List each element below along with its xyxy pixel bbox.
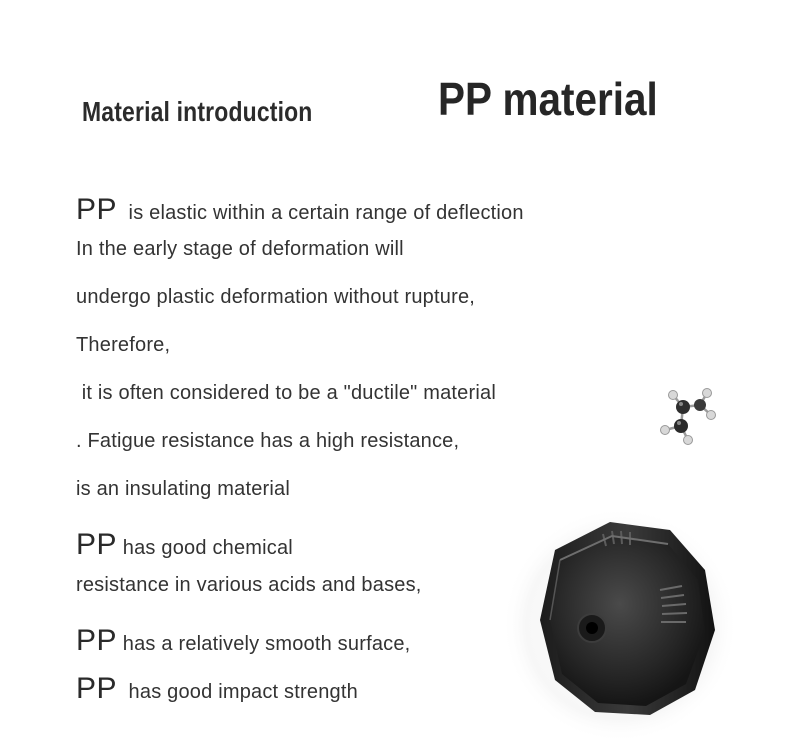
text-line-8-content: has good chemical [117,537,293,559]
text-line-1-content: is elastic within a certain range of deflection [117,202,524,224]
pp-label: PP [76,193,118,226]
page-title: PP material [438,73,658,125]
text-line-4: Therefore, [76,334,171,356]
molecule-icon [655,385,720,447]
text-line-2: In the early stage of deformation will [76,238,404,260]
pp-label: PP [76,528,118,561]
text-line-11 [76,672,358,706]
text-line-3: undergo plastic deformation without rupture, [76,286,476,308]
pp-label: PP [76,624,118,657]
text-line-5: it is often considered to be a "ductile" material [76,382,496,404]
text-line-10 [76,624,410,658]
pp-label: PP [76,672,118,705]
section-title: Material introduction [82,96,313,127]
text-line-6: . Fatigue resistance has a high resistance, [76,430,460,452]
text-line-9: resistance in various acids and bases, [76,574,422,596]
product-knob-image [500,500,740,745]
text-line-10-content: has a relatively smooth surface, [117,633,411,655]
text-line-7: is an insulating material [76,478,290,500]
text-line-11-content: has good impact strength [117,681,358,703]
text-line-1 [76,193,524,227]
text-line-8 [76,528,293,562]
